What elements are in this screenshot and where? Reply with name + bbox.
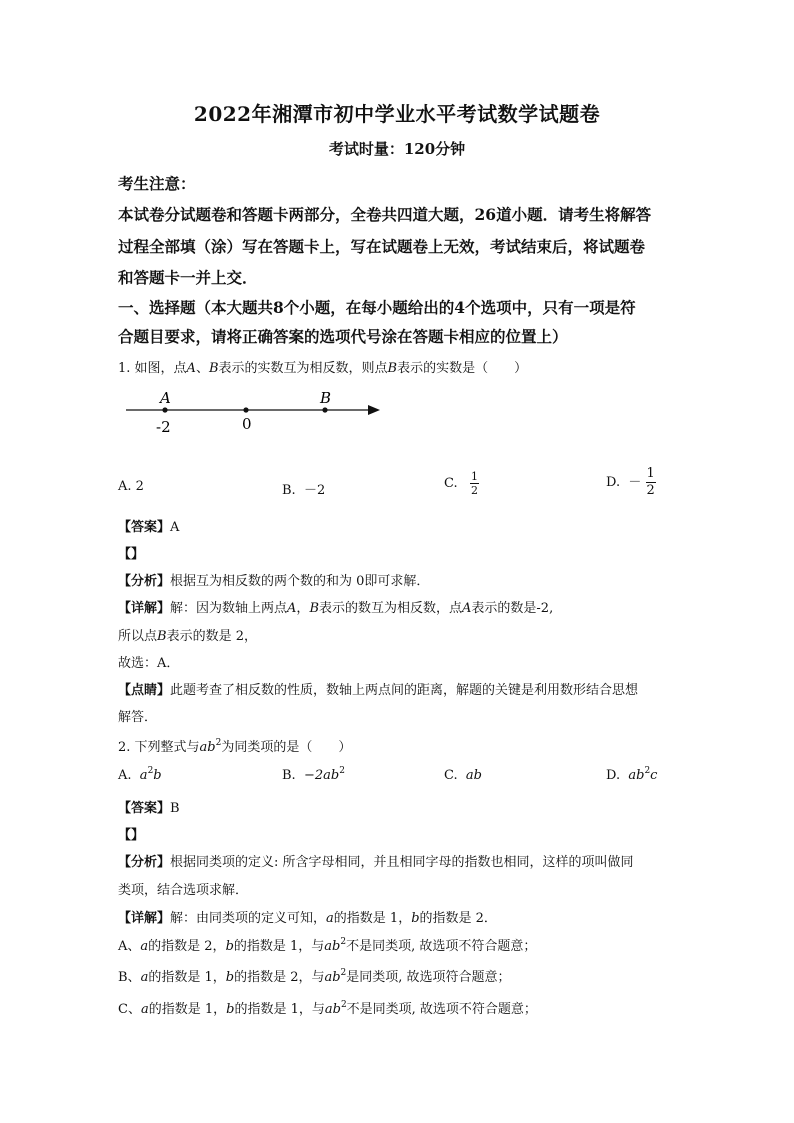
point-b-label: B — [320, 389, 332, 407]
q1-detail-line-3: 故选：A． — [118, 656, 180, 671]
fraction: $\frac{1}{2}$ — [471, 470, 479, 497]
q2-analysis-line-2: 类项，结合选项求解． — [118, 883, 249, 898]
section-heading-line-2: 合题目要求，请将正确答案的选项代号涂在答题卡相应的位置上） — [118, 327, 568, 346]
point-a-label: A — [160, 389, 171, 407]
q2-analysis-line-1: 【分析】根据同类项的定义: 所含字母相同，并且相同字母的指数也相同，这样的项叫做同 — [118, 855, 634, 870]
section-heading-line-1: 一、选择题（本大题共8个小题，在每小题给出的4个选项中，只有一项是符 — [118, 298, 636, 317]
q1-analysis: 【分析】根据互为相反数的两个数的和为 0即可求解． — [118, 574, 430, 589]
q2-option-b: B. $-2ab^2$ — [282, 766, 345, 783]
number-line-arrow — [368, 405, 380, 415]
q1-comment-line-2: 解答． — [118, 710, 158, 725]
fraction: $\frac{1}{2}$ — [646, 466, 655, 498]
number-line-figure — [118, 382, 388, 442]
q1-option-b: B. －2 — [282, 483, 326, 498]
notice-line-3: 和答题卡一并上交． — [118, 268, 258, 287]
q1-option-d: D. － $\frac{1}{2}$ — [606, 466, 655, 498]
notice-heading: 考生注意： — [118, 174, 196, 193]
question-1-stem: 1. 如图，点A、B表示的实数互为相反数，则点B表示的实数是（ ） — [118, 361, 528, 376]
question-2-stem: 2. 下列整式与$ab^2$为同类项的是（ ） — [118, 738, 352, 755]
page-title: 2022年湘潭市初中学业水平考试数学试题卷 — [193, 102, 601, 126]
q2-empty-tag: 【】 — [118, 828, 145, 843]
q1-empty-tag: 【】 — [118, 547, 145, 562]
notice-line-1: 本试卷分试题卷和答题卡两部分，全卷共四道大题，26道小题．请考生将解答 — [118, 205, 652, 224]
q2-option-d: D. $ab^2c$ — [606, 766, 658, 783]
point-b-dot — [322, 407, 327, 412]
tick-label-origin: 0 — [242, 415, 252, 433]
q1-option-a: A. 2 — [118, 479, 144, 494]
q1-option-c: C. $\frac{1}{2}$ — [444, 470, 479, 497]
q2-detail-row-b: B、a的指数是 1，b的指数是 2，与$ab^2$是同类项, 故选项符合题意； — [118, 968, 511, 985]
q2-detail-row-a: A、a的指数是 2，b的指数是 1，与$ab^2$不是同类项, 故选项不符合题意； — [118, 937, 537, 954]
q2-answer: 【答案】B — [118, 801, 180, 816]
q2-option-a: A. $a^2b$ — [118, 766, 162, 783]
q1-detail-line-1: 【详解】解：因为数轴上两点A，B表示的数互为相反数，点A表示的数是-2, — [118, 601, 554, 616]
tick-label-a: -2 — [156, 418, 171, 436]
point-a-dot — [162, 407, 167, 412]
q1-answer: 【答案】A — [118, 520, 180, 535]
q1-detail-line-2: 所以点B表示的数是 2， — [118, 629, 257, 644]
q2-detail-row-c: C、a的指数是 1，b的指数是 1，与$ab^2$不是同类项, 故选项不符合题意； — [118, 1000, 537, 1017]
notice-line-2: 过程全部填（涂）写在答题卡上，写在试题卷上无效，考试结束后，将试题卷 — [118, 237, 646, 256]
q2-detail-line-1: 【详解】解：由同类项的定义可知，a的指数是 1，b的指数是 2． — [118, 911, 497, 926]
q2-option-c: C. ab — [444, 768, 482, 783]
exam-duration: 考试时量：120分钟 — [328, 140, 466, 158]
origin-dot — [243, 407, 248, 412]
q1-comment-line-1: 【点睛】此题考查了相反数的性质，数轴上两点间的距离，解题的关键是利用数形结合思想 — [118, 683, 639, 698]
